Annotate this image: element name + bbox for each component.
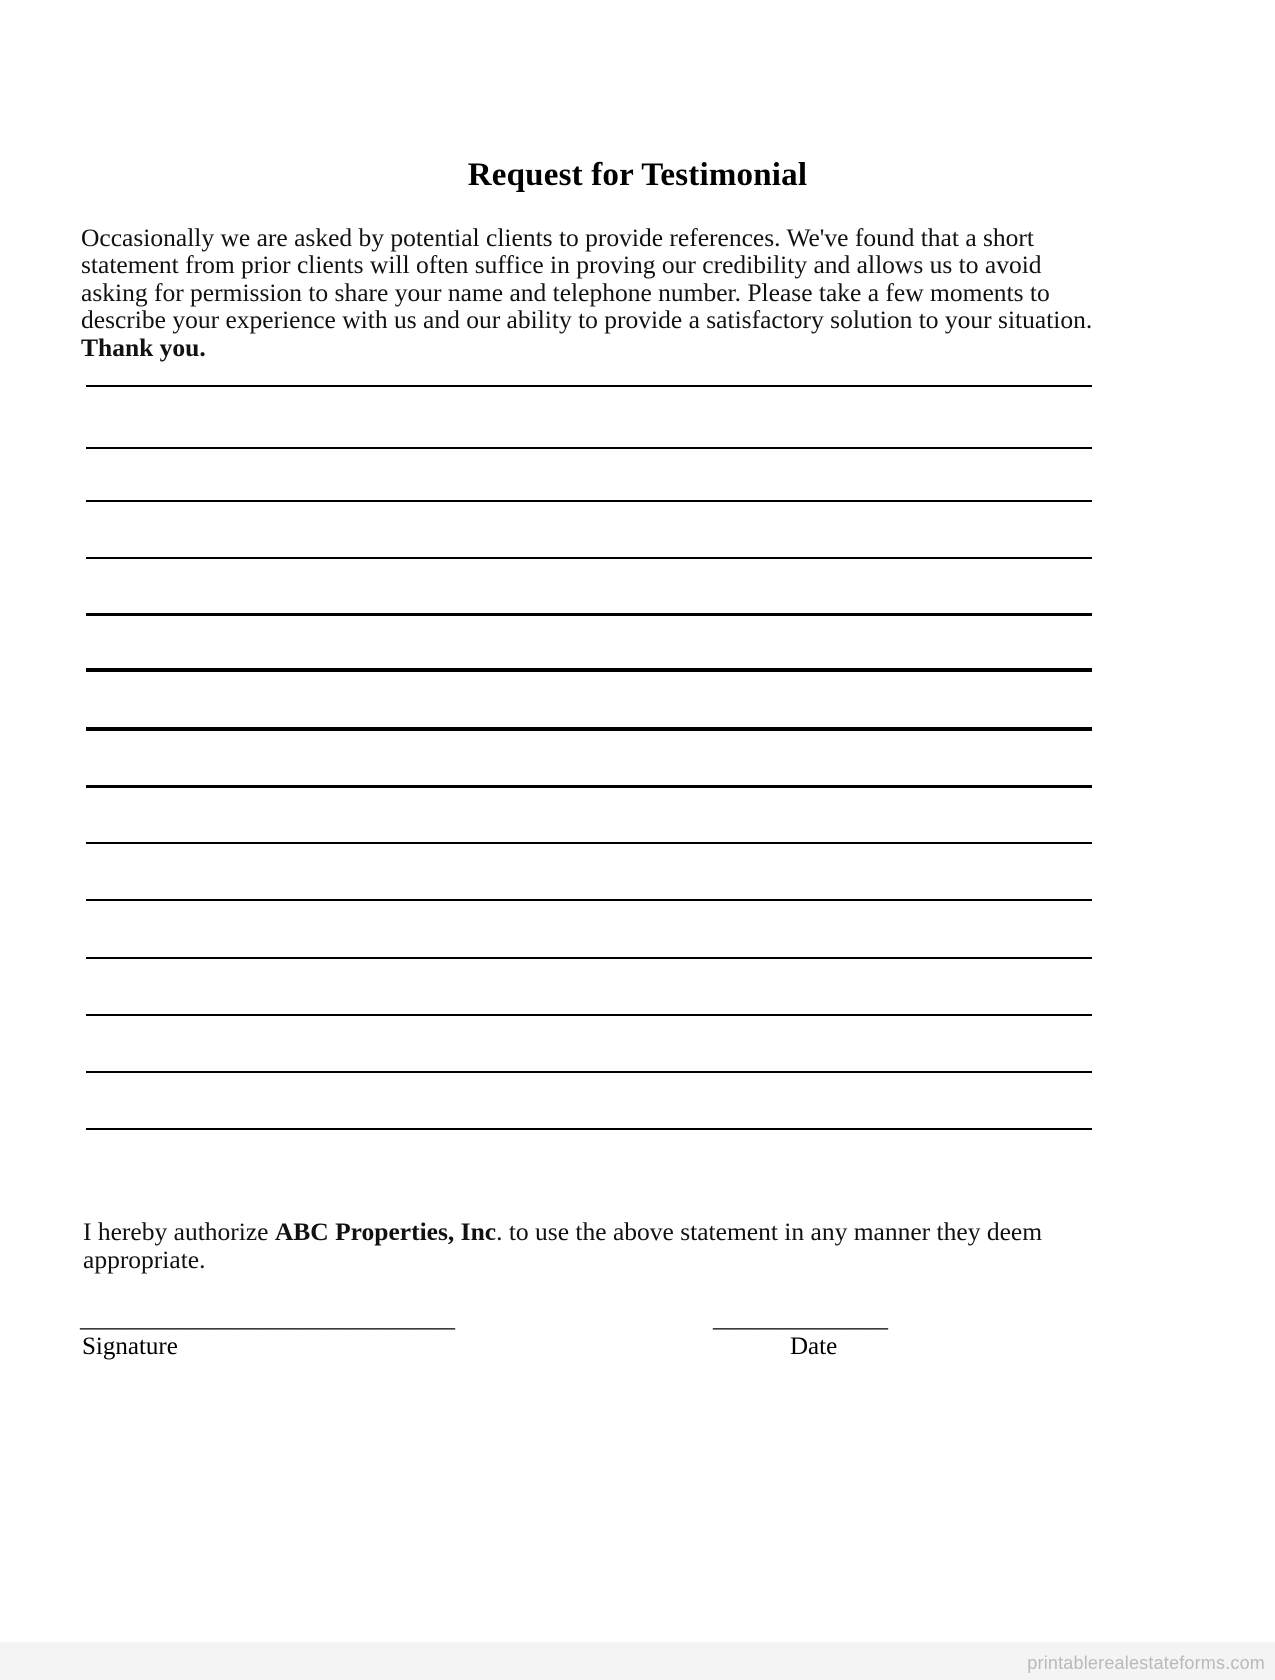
writing-line (86, 557, 1092, 559)
writing-line (86, 899, 1092, 901)
writing-line (86, 1128, 1092, 1130)
page-title: Request for Testimonial (467, 157, 808, 194)
signature-rule[interactable]: ______________________________ (80, 1305, 455, 1332)
writing-line (86, 500, 1092, 502)
footer-watermark-url: printablerealestateforms.com (1027, 1653, 1265, 1673)
writing-line (86, 447, 1092, 449)
signature-label: Signature (82, 1333, 178, 1360)
writing-line (86, 668, 1092, 672)
writing-line (86, 785, 1092, 788)
date-label: Date (790, 1333, 838, 1360)
date-rule[interactable]: ______________ (713, 1305, 888, 1332)
writing-line (86, 1014, 1092, 1016)
intro-paragraph-thank-you: Thank you. (81, 332, 206, 362)
writing-line (86, 1071, 1092, 1073)
signature-block (80, 1306, 1110, 1426)
authorization-text-after: . to use the above statement in any manner they deem appropriate. (83, 1216, 1043, 1274)
writing-line (86, 842, 1092, 844)
authorization-paragraph (83, 1218, 1103, 1274)
writing-line (86, 727, 1092, 731)
company-name: ABC Properties, Inc (274, 1216, 497, 1246)
writing-line (86, 385, 1092, 387)
writing-line (86, 613, 1092, 616)
writing-line (86, 957, 1092, 959)
intro-paragraph (81, 224, 1109, 362)
intro-paragraph-text: Occasionally we are asked by potential clients to provide references. We've found that a short statement from prior clients will often suffice in proving our credibility and allows us to avoid asking for permission to share your name and telephone number. Please take a few moments to describe your experience with us and our ability to provide a satisfactory solution to your situation. (81, 222, 1093, 335)
authorization-text-before: I hereby authorize (83, 1216, 275, 1246)
